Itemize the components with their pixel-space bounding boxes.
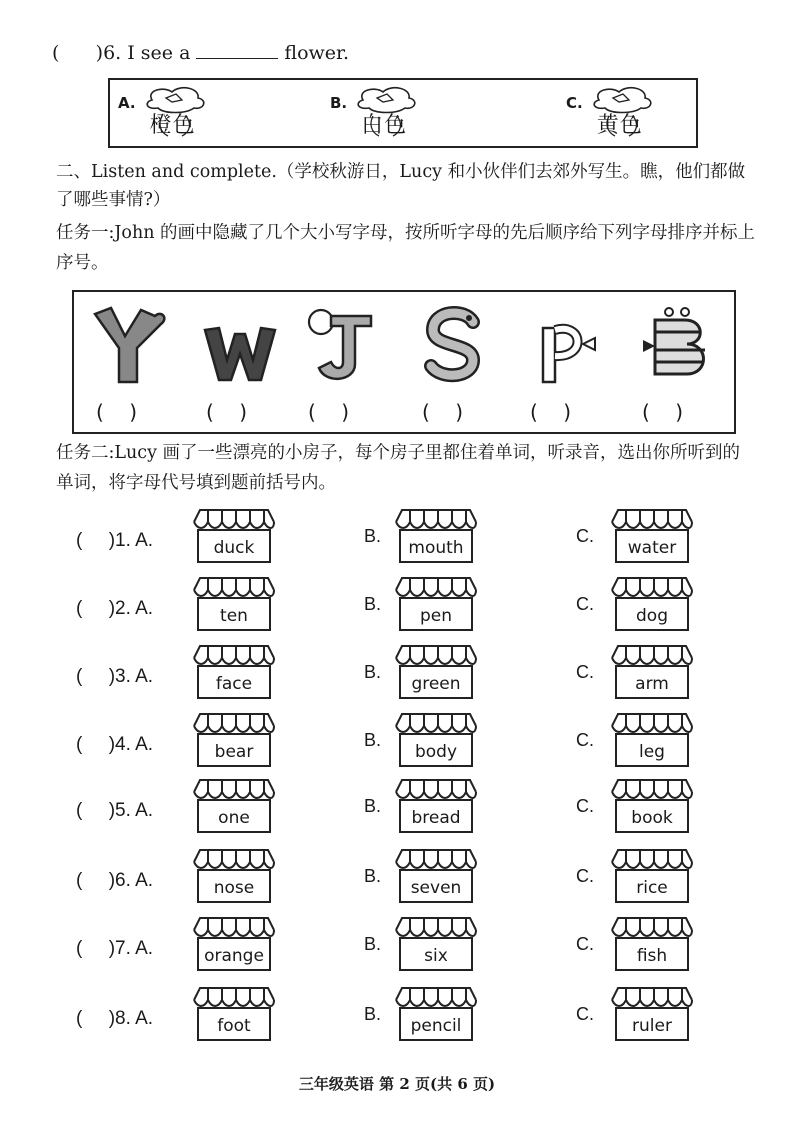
letter-j-blank[interactable]: ( ) (308, 400, 350, 424)
house-option-b[interactable] (388, 778, 484, 834)
section-2-heading: 二、Listen and complete.（学校秋游日，Lucy 和小伙伴们去郊外写生。瞧，他们都做了哪些事情?） (56, 162, 746, 210)
option-word: bear (214, 742, 254, 762)
house-option-b[interactable] (388, 508, 484, 564)
option-b-label: B. (364, 594, 382, 614)
option-word: ruler (632, 1016, 672, 1036)
option-letter: A. (118, 94, 136, 112)
option-word: one (218, 808, 250, 828)
house-option-c[interactable] (604, 576, 700, 632)
option-word: orange (204, 946, 264, 966)
word-question-row (0, 576, 794, 636)
option-word: leg (639, 742, 665, 762)
option-b-label: B. (364, 662, 382, 682)
q6-text-after: flower. (284, 42, 350, 64)
house-option-a[interactable] (186, 986, 282, 1042)
letter-b-cell (630, 300, 720, 425)
option-word: pencil (410, 1016, 462, 1036)
letter-y-icon (89, 300, 169, 390)
option-word: mouth (408, 538, 464, 558)
option-c-label: C. (576, 866, 594, 886)
letter-p-icon (523, 300, 603, 390)
letter-b-icon (635, 300, 715, 390)
option-b-label: B. (364, 526, 382, 546)
question-number[interactable]: ( )2. A. (76, 598, 154, 619)
option-b-label: B. (364, 796, 382, 816)
color-word: 黄色 (596, 113, 643, 138)
color-option-c[interactable] (566, 86, 659, 140)
house-option-b[interactable] (388, 576, 484, 632)
option-word: face (215, 674, 253, 694)
house-option-c[interactable] (604, 712, 700, 768)
option-word: bread (411, 808, 461, 828)
house-option-a[interactable] (186, 712, 282, 768)
question-number[interactable]: ( )1. A. (76, 530, 154, 551)
option-c-label: C. (576, 1004, 594, 1024)
option-b-label: B. (364, 866, 382, 886)
option-word: nose (213, 878, 255, 898)
option-c-label: C. (576, 730, 594, 750)
flower-icon (353, 86, 423, 140)
option-word: foot (217, 1016, 251, 1036)
word-question-row (0, 644, 794, 704)
option-c-label: C. (576, 594, 594, 614)
house-option-b[interactable] (388, 644, 484, 700)
letter-s-icon (415, 300, 495, 390)
letter-j-cell (296, 300, 386, 425)
task-2-instructions: 任务二:Lucy 画了一些漂亮的小房子，每个房子里都住着单词，听录音，选出你所听到的单词，将字母代号填到题前括号内。 (56, 443, 741, 493)
option-word: body (414, 742, 458, 762)
option-c-label: C. (576, 796, 594, 816)
house-option-c[interactable] (604, 644, 700, 700)
house-option-c[interactable] (604, 916, 700, 972)
option-word: arm (635, 674, 669, 694)
option-word: seven (410, 878, 462, 898)
word-question-row (0, 508, 794, 568)
option-b-label: B. (364, 730, 382, 750)
house-option-c[interactable] (604, 508, 700, 564)
color-option-a[interactable] (118, 86, 212, 140)
color-option-b[interactable] (330, 86, 423, 140)
letter-p-blank[interactable]: ( ) (530, 400, 572, 424)
option-c-label: C. (576, 526, 594, 546)
word-question-row (0, 986, 794, 1046)
flower-icon (589, 86, 659, 140)
letter-j-icon (301, 300, 381, 390)
house-option-b[interactable] (388, 712, 484, 768)
option-word: book (631, 808, 673, 828)
letter-y-cell (84, 300, 174, 425)
letter-w-blank[interactable]: ( ) (206, 400, 248, 424)
word-question-row (0, 778, 794, 838)
option-word: six (424, 946, 448, 966)
color-options-box (108, 78, 698, 148)
house-option-a[interactable] (186, 916, 282, 972)
option-b-label: B. (364, 1004, 382, 1024)
letter-b-blank[interactable]: ( ) (642, 400, 684, 424)
task-1-instructions: 任务一:John 的画中隐藏了几个大小写字母，按所听字母的先后顺序给下列字母排序并标上序号。 (56, 223, 756, 273)
option-c-label: C. (576, 934, 594, 954)
question-number[interactable]: ( )7. A. (76, 938, 154, 959)
option-letter: B. (330, 94, 348, 112)
option-word: fish (636, 946, 668, 966)
option-word: rice (636, 878, 668, 898)
house-option-a[interactable] (186, 644, 282, 700)
option-word: ten (220, 606, 248, 626)
word-question-row (0, 712, 794, 772)
house-option-b[interactable] (388, 848, 484, 904)
option-c-label: C. (576, 662, 594, 682)
letter-picture-box (72, 290, 736, 434)
flower-icon (142, 86, 212, 140)
option-word: duck (213, 538, 255, 558)
question-number[interactable]: ( )3. A. (76, 666, 154, 687)
option-b-label: B. (364, 934, 382, 954)
letter-w-icon (199, 300, 279, 390)
question-number[interactable]: ( )8. A. (76, 1008, 154, 1029)
q6-answer-blank[interactable] (196, 40, 278, 59)
letter-y-blank[interactable]: ( ) (96, 400, 138, 424)
letter-w-cell (194, 300, 284, 425)
option-word: pen (419, 606, 453, 626)
house-option-b[interactable] (388, 916, 484, 972)
color-word: 白色 (361, 113, 408, 138)
house-option-b[interactable] (388, 986, 484, 1042)
q6-paren: ( (52, 42, 60, 64)
question-6 (52, 40, 349, 64)
question-number[interactable]: ( )5. A. (76, 800, 154, 821)
option-word: water (627, 538, 677, 558)
option-word: dog (636, 606, 668, 626)
house-option-a[interactable] (186, 848, 282, 904)
letter-p-cell (518, 300, 608, 425)
question-number[interactable]: ( )4. A. (76, 734, 154, 755)
house-option-c[interactable] (604, 778, 700, 834)
option-word: green (411, 674, 461, 694)
house-option-c[interactable] (604, 986, 700, 1042)
q6-text-before: )6. I see a (95, 42, 191, 64)
house-option-c[interactable] (604, 848, 700, 904)
house-option-a[interactable] (186, 508, 282, 564)
word-question-row (0, 916, 794, 976)
letter-s-blank[interactable]: ( ) (422, 400, 464, 424)
house-option-a[interactable] (186, 778, 282, 834)
letter-s-cell (410, 300, 500, 425)
question-number[interactable]: ( )6. A. (76, 870, 154, 891)
color-word: 橙色 (149, 113, 196, 138)
page-footer: 三年级英语 第 2 页(共 6 页) (298, 1075, 496, 1093)
house-option-a[interactable] (186, 576, 282, 632)
word-question-row (0, 848, 794, 908)
option-letter: C. (566, 94, 583, 112)
